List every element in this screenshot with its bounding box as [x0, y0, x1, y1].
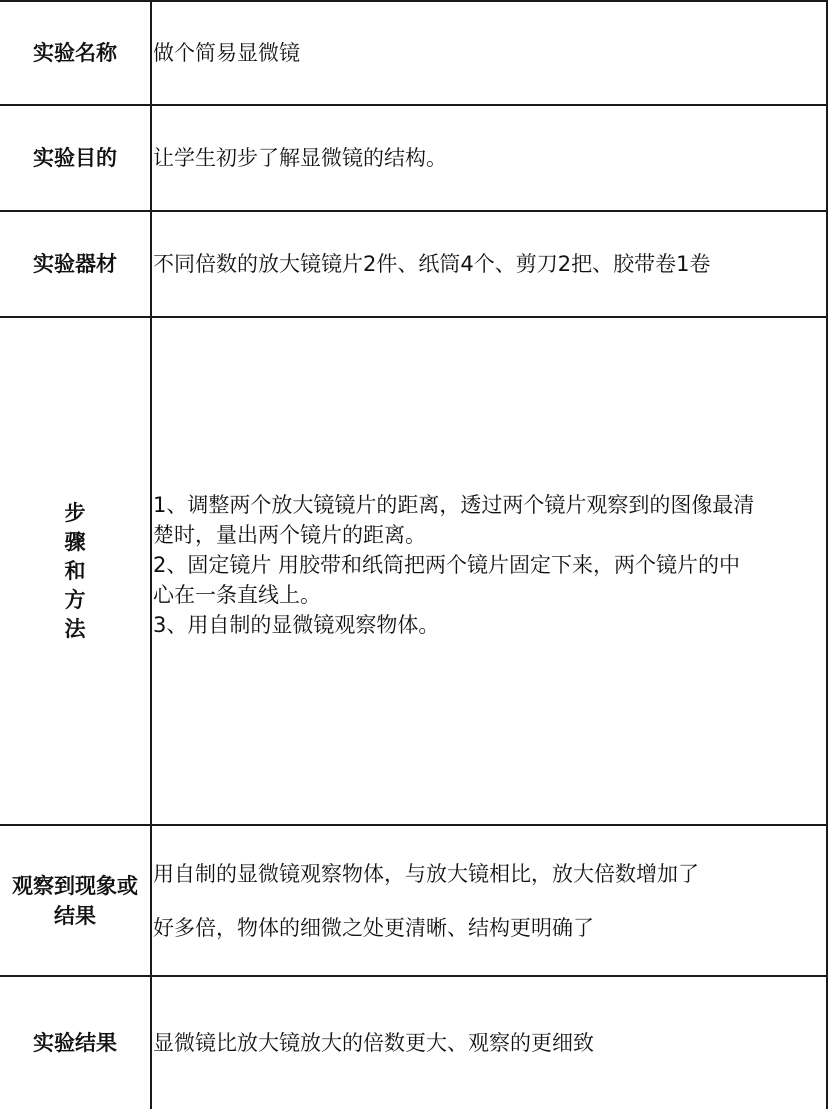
step-line: 楚时，量出两个镜片的距离。 [153, 523, 426, 547]
steps-label-char: 法 [64, 616, 86, 641]
steps-label-char: 骤 [64, 529, 86, 554]
observations-content [153, 826, 826, 975]
step-line: 心在一条直线上。 [153, 583, 321, 607]
row-label-experiment-materials: 实验器材 [33, 252, 117, 276]
row-label-observations [0, 826, 150, 975]
column-divider [150, 0, 152, 1109]
step-line: 3、用自制的显微镜观察物体。 [153, 613, 440, 637]
experiment-materials-value: 不同倍数的放大镜镜片2件、纸筒4个、剪刀2把、胶带卷1卷 [153, 252, 711, 276]
step-line: 1、调整两个放大镜镜片的距离，透过两个镜片观察到的图像最清 [153, 493, 755, 517]
experiment-result-value: 显微镜比放大镜放大的倍数更大、观察的更细致 [153, 1031, 594, 1055]
steps-label-char: 步 [64, 500, 86, 525]
observations-label-line: 观察到现象或 [12, 873, 138, 898]
step-list [153, 490, 754, 640]
row-label-experiment-name: 实验名称 [33, 41, 117, 65]
observation-line: 好多倍，物体的细微之处更清晰、结构更明确了 [153, 915, 594, 940]
steps-label-char: 方 [64, 587, 86, 612]
observations-label-line: 结果 [54, 903, 96, 928]
observation-line: 用自制的显微镜观察物体，与放大镜相比，放大倍数增加了 [153, 861, 699, 886]
steps-label-char: 和 [64, 558, 86, 583]
row-label-steps-and-methods [0, 318, 150, 824]
steps-content [153, 318, 826, 824]
experiment-name-value: 做个简易显微镜 [153, 41, 300, 65]
row-label-experiment-result: 实验结果 [33, 1031, 117, 1055]
step-line: 2、固定镜片 用胶带和纸筒把两个镜片固定下来，两个镜片的中 [153, 553, 741, 577]
row-label-experiment-purpose: 实验目的 [33, 146, 117, 170]
experiment-purpose-value: 让学生初步了解显微镜的结构。 [153, 146, 447, 170]
